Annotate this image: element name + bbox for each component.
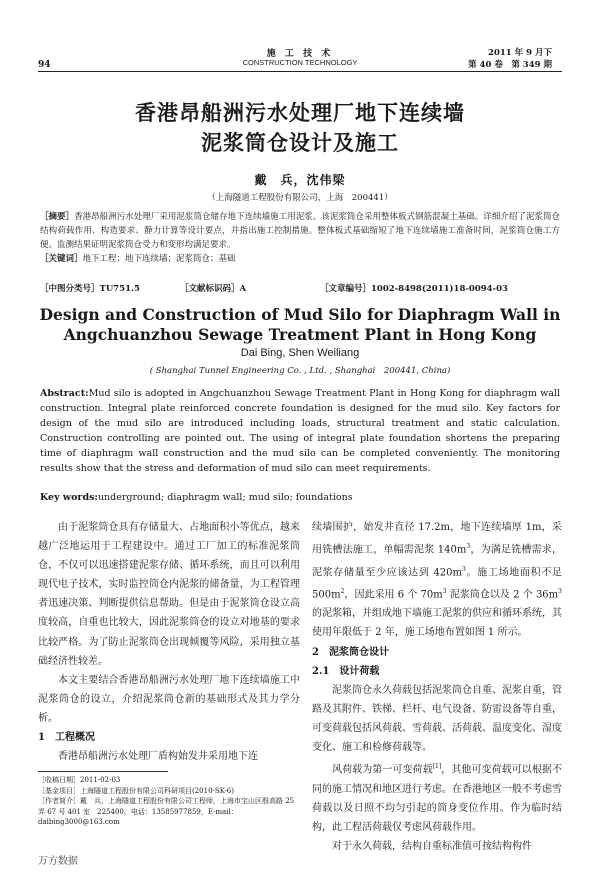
- footnote: [38, 775, 300, 828]
- body-right-paragraph-4: 对于永久荷载，结构自重标准值可按结构构件: [332, 840, 532, 852]
- title-en-line2: Angchuanzhou Sewage Treatment Plant in Hong Kong: [63, 325, 537, 344]
- authors-cn: 戴 兵，沈伟梁: [254, 173, 346, 187]
- superscript: 3: [442, 587, 447, 595]
- authors-en: Dai Bing, Shen Weiliang: [240, 347, 360, 359]
- keywords-en: [40, 492, 560, 503]
- text-run: 泥浆筒仓以及 2 个 36m: [446, 589, 559, 601]
- body-right-paragraph-3: [312, 757, 562, 837]
- text-run: ，其他可变荷载可以根据不同的施工情况和地区进行考虑。在香港地区一般不考虑雪荷载以及日照不均匀引起的筒身变位作用。作为临时结构，此工程活荷载仅考虑风荷载作用。: [312, 764, 563, 833]
- body-right-paragraph-1: [312, 518, 562, 643]
- keywords-en-text: underground; diaphragm wall; mud silo; foundations: [97, 492, 353, 503]
- superscript: 3: [466, 543, 471, 551]
- text-run: ，因此采用 6 个 70m: [344, 589, 443, 601]
- abstract-cn: [40, 210, 560, 266]
- abstract-cn-label: ［摘要］: [40, 212, 75, 222]
- wanfang-brand-mark: 万方数据: [38, 856, 78, 867]
- footnote-rule: [38, 771, 168, 772]
- body-right-paragraph-2: 泥浆筒仓永久荷载包括泥浆筒仓自重、泥浆自重，管路及其附件、铁梯、栏杆、电气设备、防雷设备等自重，可变荷载包括风荷载、雪荷载、活荷载、温度变化、湿度变化、施工和检修荷载等。: [312, 684, 562, 754]
- body-left-paragraph-2: 本文主要结合香港昂船洲污水处理厂地下连续墙施工中泥浆筒仓的设立，介绍泥浆筒仓新的基础形式及其力学分析。: [38, 674, 300, 724]
- superscript: 3: [558, 587, 562, 595]
- keywords-cn-text: 地下工程；地下连续墙；泥浆筒仓；基础: [82, 254, 236, 264]
- text-run: ，为满足铣槽需求，泥浆存储量至少应该达到 420m: [312, 544, 563, 578]
- body-column-right: [312, 518, 562, 856]
- title-cn-line1: 香港昂船洲污水处理厂地下连续墙: [135, 100, 465, 125]
- citation-ref: [1]: [432, 763, 442, 771]
- footnote-received: ［收稿日期］2011-02-03: [38, 776, 121, 784]
- keywords-en-label: Key words:: [40, 492, 98, 503]
- issue-volume: 第 40 卷 第 349 期: [468, 60, 552, 70]
- body-column-left: [38, 518, 300, 766]
- abstract-en-label: Abstract:: [40, 388, 89, 399]
- body-left-paragraph-3: 香港昂船洲污水处理厂盾构始发井采用地下连: [58, 751, 258, 763]
- text-run: 风荷载为第一可变荷载: [332, 764, 433, 776]
- abstract-cn-text: 香港昂船洲污水处理厂采用泥浆筒仓储存地下连续墙施工用泥浆。该泥浆筒仓采用整体板式钢筋混凝土基础。详细介绍了泥浆筒仓结构荷载作用、构造要求、静力计算等设计要点，并指出施工控制措施。整体板式基础缩短了地下连续墙施工准备时间，泥浆筒仓施工方便。监测结果证明泥浆筒仓受力和变形均满足要求。: [40, 212, 560, 250]
- document-code: ［文献标识码］A: [180, 284, 247, 294]
- body-left-paragraph-1: 由于泥浆筒仓具有存储量大、占地面积小等优点，越来越广泛地运用于工程建设中。通过工厂加工的标准泥浆筒仓，不仅可以迅速搭建泥浆存储、循环系统，而且可以利用现代电子技术，实时监控筒仓内泥浆的储备量，为工程管理者迅速决策、判断提供信息帮助。但是由于泥浆筒仓设立高度较高，自重也比较大，因此泥浆筒仓的设立对地基的要求比较严格。为了防止泥浆筒仓出现倾覆等风险，采用独立基础经济性较差。: [38, 522, 300, 667]
- section-heading-1: 1 工程概况: [38, 732, 95, 744]
- abstract-en-text: Mud silo is adopted in Angchuanzhou Sewage Treatment Plant in Hong Kong for diaphragm wall construction. Integral plate reinforced concrete foundation is designed for the mud silo. Key factors for design of the mud silo are introduced including loads, structural treatment and static calculation. Construction controlling are pointed out. The using of integral plate foundation shortens the preparing time of diaphragm wall construction and the mud silo can be completed conveniently. The monitoring results show that the stress and deformation of mud silo can meet requirements.: [40, 388, 560, 474]
- superscript: 3: [462, 565, 466, 573]
- issue-date: 2011 年 9 月下: [488, 48, 552, 58]
- affiliation-cn: （上海隧道工程股份有限公司，上海 200441）: [207, 193, 393, 203]
- footnote-fund: ［基金项目］上海隧道工程股份有限公司科研项目(2010-SK-6): [38, 786, 234, 795]
- footnote-author: ［作者简介］戴 兵，上海隧道工程股份有限公司工程师，上海市宝山区殷高路 25 弄 67 号 401 室 225400，电话：13585977859，E-mail：daibing3000@163.com: [38, 797, 295, 826]
- affiliation-en: ( Shanghai Tunnel Engineering Co. , Ltd. , Shanghai 200441, China): [149, 366, 451, 376]
- abstract-en: [40, 386, 560, 476]
- article-number: ［文章编号］1002-8498(2011)18-0094-03: [320, 284, 508, 294]
- section-heading-2-1: 2.1 设计荷载: [312, 665, 380, 677]
- text-run: 的泥浆箱，并组成地下墙施工泥浆的供应和循环系统，其使用年限低于 2 年，施工场地布置如图 1 所示。: [312, 608, 562, 639]
- text-run: 续墙围护，始发井直径 17.2m，地下连续墙厚 1m，采用铣槽法施工，单幅需泥浆 140m: [312, 522, 562, 556]
- clc-number: ［中图分类号］TU751.5: [40, 284, 140, 294]
- section-heading-2: 2 泥浆筒仓设计: [312, 646, 389, 658]
- page-number: 94: [38, 60, 51, 70]
- journal-name-cn: 施 工 技 术: [266, 49, 334, 59]
- journal-name-en: CONSTRUCTION TECHNOLOGY: [242, 58, 358, 67]
- header-rule: [38, 71, 562, 72]
- superscript: 2: [340, 587, 345, 595]
- text-run: 。施工场地面积不足 500m: [312, 566, 563, 601]
- title-en-line1: Design and Construction of Mud Silo for Diaphragm Wall in: [39, 305, 561, 324]
- keywords-cn-label: ［关键词］: [40, 254, 83, 264]
- title-cn-line2: 泥浆筒仓设计及施工: [201, 130, 399, 155]
